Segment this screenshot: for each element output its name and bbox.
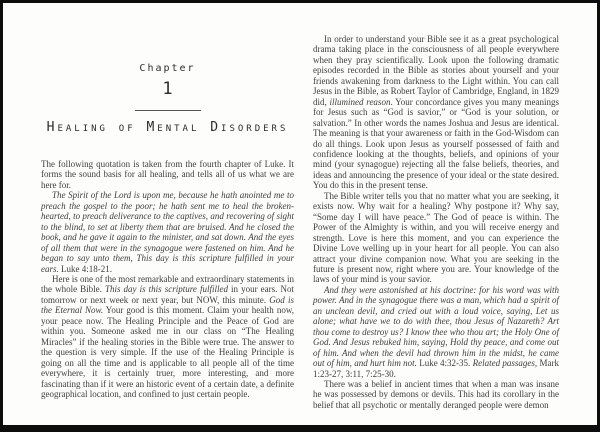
italic-text-run: Related passages, <box>472 358 538 369</box>
paragraph <box>313 34 559 191</box>
chapter-number: 1 <box>162 79 173 99</box>
chapter-divider-rule <box>135 110 201 111</box>
left-page-body <box>41 159 294 399</box>
chapter-title: Healing of Mental Disorders <box>46 120 289 135</box>
text-run: Mark 1:23-27, 3:11, 7:25-30. <box>313 358 559 379</box>
text-run: In order to understand your Bible see it as a great psychological drama taking place in the consciousness of all people everywhere when they pray scientifically. Look upon the following dramatic episodes recorded in the Bible as stories about yourself and your friends awakening from darkness to the Light within. You can call Jesus in the Bible, as Robert Taylor of Cambridge, England, in 1829 did, <box>313 34 559 107</box>
page-surface <box>3 3 597 425</box>
italic-text-run: God is the Eternal Now. <box>41 294 294 316</box>
chapter-heading <box>41 63 294 135</box>
chapter-label: Chapter <box>139 63 196 74</box>
left-page <box>41 63 294 399</box>
text-run: There was a belief in ancient times that when a man was insane he was possessed by demons or devils. This had its corollary in the belief that all psychotic or mentally deranged people were demon <box>313 378 559 410</box>
text-run: in your ears. Not tomorrow or next week or next year, but NOW, this minute. <box>41 284 294 305</box>
italic-text-run: This day is this scripture fulfilled <box>104 284 228 295</box>
paragraph <box>313 191 559 285</box>
italic-text-run: The Spirit of the Lord is upon me, because he hath anointed me to preach the gospel to the poor; he hath sent me to heal the broken-hearted, to preach deliverance to the captives, and recovering of sight to the blind, to set at liberty them that are bruised. And he closed the book, and he gave it again to the minister, and sat down. And the eyes of all them that were in the synagogue were fastened on him. And he began to say unto them, This day is this scripture fulfilled in your ears. <box>41 190 294 274</box>
text-run: The Bible writer tells you that no matter what you are seeking, it exists now. Why wait for a healing? Why postpone it? Why say, “Some day I will have peace.” The God of peace is within. The Power of the Almighty is within, and you will receive energy and strength. Love is here this moment, and you can experience the Divine Love welling up in your heart for all people. You can also attract your divine companion now. What you are seeking in the future is present now, right where you are. Your knowledge of the laws of your mind is your savior. <box>313 190 559 285</box>
right-page <box>313 34 559 410</box>
text-run: . Your concordance gives you many meanings for Jesus such as “God is savior,” or “God is your solution, or salvation.” In other words the names Joshua and Jesus are identical. The meaning is that your awareness or faith in the God-Wisdom can do all things. Look upon Jesus as yourself possessed of faith and confidence looking at the thoughts, beliefs, and opinions of your mind (your synagogue) rejecting all the false beliefs, theories, and ideas and announcing the presence of your ideal or the state desired. You do this in the present tense. <box>313 96 559 191</box>
text-run: The following quotation is taken from the fourth chapter of Luke. It forms the sound basis for all healing, and tells all of us what we are here for. <box>41 159 294 190</box>
right-page-body <box>313 34 559 410</box>
text-run: Here is one of the most remarkable and extraordinary statements in the whole Bible. <box>41 273 294 295</box>
paragraph <box>313 285 559 379</box>
paragraph <box>41 190 294 274</box>
paragraph <box>41 274 294 399</box>
text-run: Your good is this moment. Claim your health now, your peace now. The Healing Principle and the Peace of God are within you. Someone asked me in our class on “The Healing Miracles” if the healing stories in the Bible were true. The answer to the question is very simple. If the use of the Healing Principle is going on all the time and is applicable to all people all of the time everywhere, it is certainly truer, more interesting, and more fascinating than if it were an historic event of a certain date, a definite geographical location, and confined to just certain people. <box>41 305 294 399</box>
paragraph <box>41 159 294 190</box>
paragraph <box>313 379 559 410</box>
text-run: Luke 4:32-35. <box>416 358 473 369</box>
italic-text-run: illumined reason <box>329 96 391 107</box>
italic-text-run: And they were astonished at his doctrine: for his word was with power. And in the synagogue there was a man, which had a spirit of an unclean devil, and cried out with a loud voice, saying, Let us alone; what have we to do with thee, thou Jesus of Nazareth? Art thou come to destroy us? I know thee who thou art; the Holy One of God. And Jesus rebuked him, saying, Hold thy peace, and come out of him. And when the devil had thrown him in the midst, he came out of him, and hurt him not. <box>313 284 559 369</box>
text-run: Luke 4:18-21. <box>58 263 112 274</box>
